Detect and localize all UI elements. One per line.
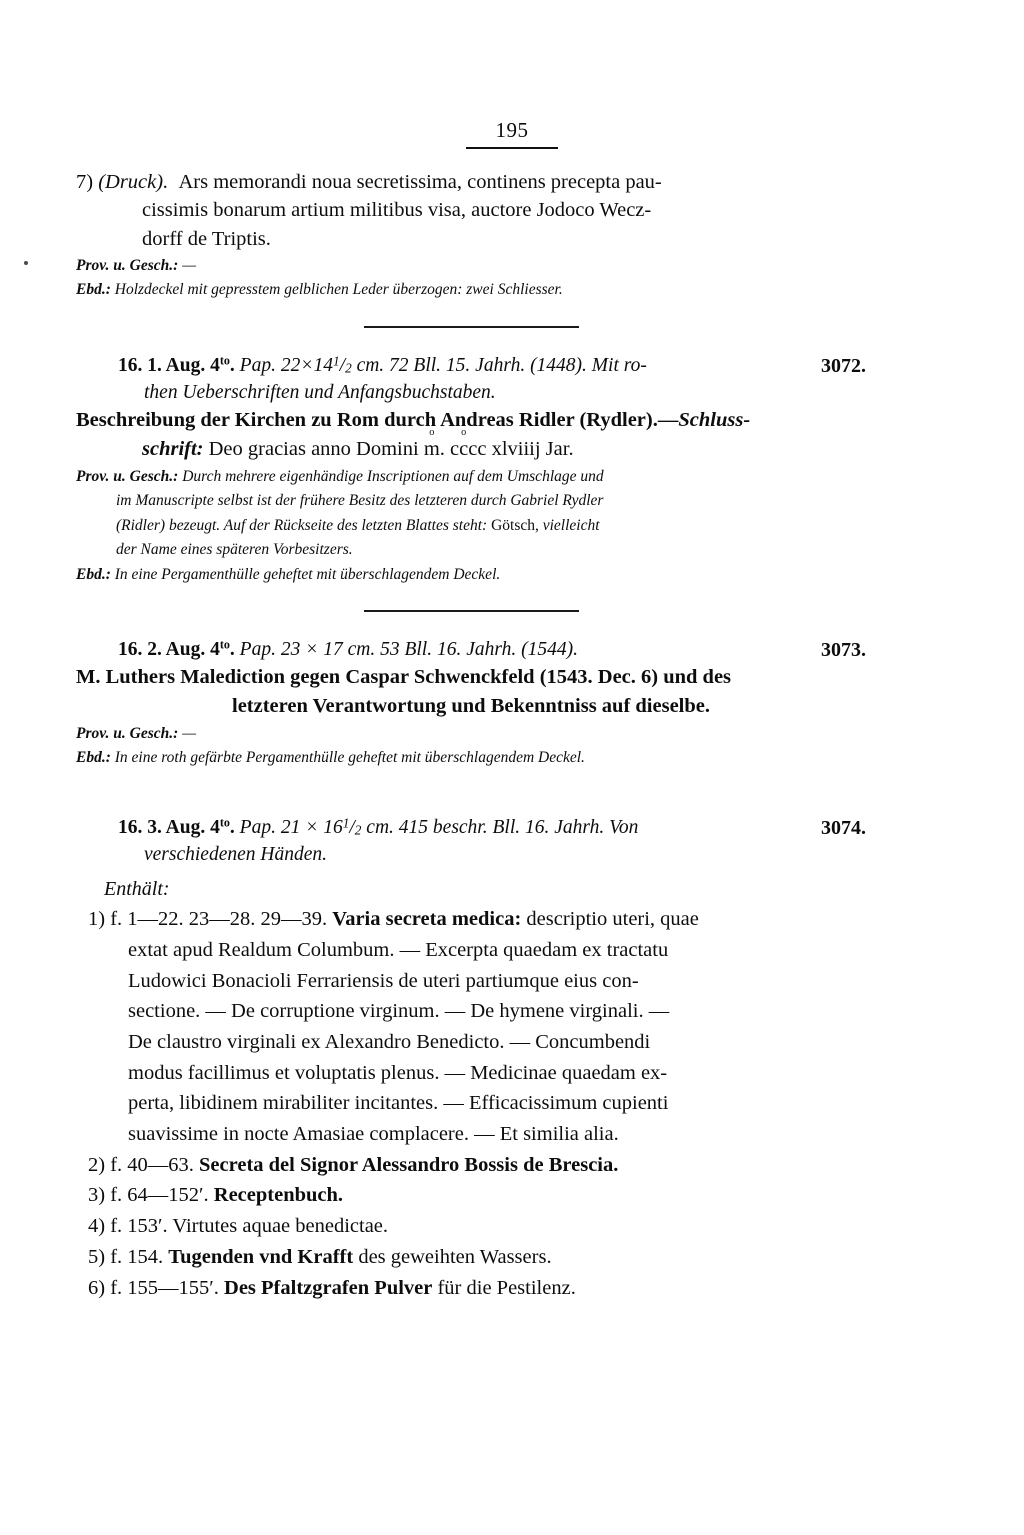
item-text-line: sectione. — De corruptione virginum. — De hymene virginali. — xyxy=(128,1000,670,1023)
provenance-line-1: Durch mehrere eigenhändige Inscriptionen auf dem Umschlage und xyxy=(182,467,604,485)
entry-3072-title-main: Beschreibung der Kirchen zu Rom durch Andreas Ridler (Rydler). xyxy=(76,409,658,432)
shelfmark-period: . xyxy=(229,816,235,838)
item-title-bold: Secreta del Signor Alessandro Bossis de Brescia. xyxy=(199,1153,619,1176)
fraction-denominator: 2 xyxy=(354,822,362,838)
fraction-denominator: 2 xyxy=(345,360,352,376)
entry-3072-signature-line xyxy=(76,352,866,379)
entry-gap xyxy=(76,770,866,814)
entry-3073-provenance xyxy=(76,723,866,745)
entry-3072-title xyxy=(76,406,866,435)
fraction-slash: / xyxy=(339,354,346,376)
provenance-line-2: im Manuscripte selbst ist der frühere Besitz des letzteren durch Gabriel Rydler xyxy=(116,492,604,510)
shelfmark-period: . xyxy=(229,354,235,376)
entry-3072-colophon-label2: schrift: xyxy=(142,438,204,461)
item-title-bold: Receptenbuch. xyxy=(213,1184,344,1207)
entry-3072-provenance-line2 xyxy=(76,490,866,512)
provenance-label: Prov. u. Gesch.: xyxy=(76,724,179,742)
item-text-line: extat apud Realdum Columbum. — Excerpta quaedam ex tractatu xyxy=(128,938,669,961)
entry-3073-binding xyxy=(76,747,866,769)
item-folio: f. 1—22. 23—28. 29—39. xyxy=(110,908,328,931)
list-item xyxy=(76,905,866,934)
physical-desc-b: 14 xyxy=(313,354,334,376)
item-marker: 5) xyxy=(88,1245,106,1268)
shelfmark: 16. 1. Aug. 4 xyxy=(118,354,220,376)
shelfmark: 16. 3. Aug. 4 xyxy=(118,816,220,838)
list-item-continuation xyxy=(76,997,866,1026)
contains-label: Enthält: xyxy=(104,878,170,901)
text-column xyxy=(76,168,866,1302)
physical-desc: Pap. 23 × 17 cm. 53 Bll. 16. Jahrh. (1544). xyxy=(239,639,578,661)
entry-druck-7-line2: cissimis bonarum artium militibus visa, auctore Jodoco Wecz- xyxy=(142,199,652,222)
quarto-superscript: to xyxy=(219,353,230,368)
entry-3074-head xyxy=(76,814,866,869)
item-title-bold: Varia secreta medica: xyxy=(332,908,522,931)
physical-desc-c: cm. 72 Bll. 15. Jahrh. (1448). Mit ro- xyxy=(356,354,647,376)
list-item xyxy=(76,1212,866,1241)
entry-druck-7-line3-wrap xyxy=(76,225,866,253)
item-text-line: modus facillimus et voluptatis plenus. — Medicinae quaedam ex- xyxy=(128,1061,668,1084)
entry-druck-7-paragraph xyxy=(76,168,866,196)
item-marker: 1) xyxy=(88,908,106,931)
list-item xyxy=(76,1181,866,1210)
quarto-superscript: to xyxy=(219,815,230,830)
provenance-name-roman: Götsch, xyxy=(491,516,539,534)
item-folio: f. 153′. xyxy=(110,1215,168,1238)
entry-3073-title-text1: M. Luthers Malediction gegen Caspar Schwenckfeld (1543. Dec. 6) und des xyxy=(76,666,732,689)
entry-divider-1 xyxy=(364,326,579,328)
quarto-superscript: to xyxy=(219,637,230,652)
entry-3074-signature-line xyxy=(76,814,866,841)
page-number: 195 xyxy=(495,118,529,142)
catalog-number-3072: 3072. xyxy=(821,354,866,377)
contents-list xyxy=(76,905,866,1302)
scan-artifact-speck xyxy=(24,261,28,265)
binding-text: In eine Pergamenthülle geheftet mit überschlagendem Deckel. xyxy=(114,565,501,583)
item-marker: 2) xyxy=(88,1153,106,1176)
physical-desc-line2: verschiedenen Händen. xyxy=(144,844,328,865)
list-item xyxy=(76,1151,866,1180)
entry-3072-title-dash: — xyxy=(657,409,679,432)
item-folio: f. 40—63. xyxy=(110,1153,194,1176)
shelfmark: 16. 2. Aug. 4 xyxy=(118,639,220,661)
item-folio: f. 155—155′. xyxy=(110,1276,219,1299)
physical-desc-line2: then Ueberschriften und Anfangsbuchstaben. xyxy=(144,382,496,404)
entry-3073-title-line2 xyxy=(76,692,866,721)
times-sign: × xyxy=(300,354,314,376)
shelfmark-period: . xyxy=(229,639,235,661)
item-text-line: De claustro virginali ex Alexandro Benedicto. — Concumbendi xyxy=(128,1031,651,1054)
entry-3073-signature-line xyxy=(76,636,866,663)
binding-label: Ebd.: xyxy=(76,749,111,767)
item-text-line: suavissime in nocte Amasiae complacere. — Et similia alia. xyxy=(128,1123,619,1146)
item-text-line: perta, libidinem mirabiliter incitantes. — Efficacissimum cupienti xyxy=(128,1092,669,1115)
entry-3073-head xyxy=(76,636,866,663)
fraction-slash: / xyxy=(349,816,355,838)
provenance-label: Prov. u. Gesch.: xyxy=(76,256,179,274)
physical-desc-a: Pap. 21 × 16 xyxy=(239,816,343,838)
m-with-ring-abbrev: m o xyxy=(424,435,440,464)
item-text: des geweihten Wassers. xyxy=(358,1245,552,1268)
item-marker: 6) xyxy=(88,1276,106,1299)
list-item-continuation xyxy=(76,1059,866,1088)
list-item-continuation xyxy=(76,967,866,996)
page-header xyxy=(0,120,1024,149)
item-folio: f. 154. xyxy=(110,1245,164,1268)
provenance-line-4: der Name eines späteren Vorbesitzers. xyxy=(116,541,353,559)
entry-3072-provenance xyxy=(76,466,866,488)
item-title-bold: Tugenden vnd Krafft xyxy=(168,1245,354,1268)
catalog-number-3074: 3074. xyxy=(821,816,866,839)
physical-desc-a: Pap. 22 xyxy=(239,354,301,376)
list-item-continuation xyxy=(76,1089,866,1118)
list-item xyxy=(76,1274,866,1303)
provenance-line-3: (Ridler) bezeugt. Auf der Rückseite des letzten Blattes steht: xyxy=(116,516,492,534)
entry-divider-2 xyxy=(364,610,579,612)
entry-3072-colophon-label: Schluss- xyxy=(678,409,751,432)
item-text-line: Ludowici Bonacioli Ferrariensis de uteri partiumque eius con- xyxy=(128,969,639,992)
item-text: descriptio uteri, quae xyxy=(526,908,699,931)
druck-label: (Druck). xyxy=(98,171,169,193)
fraction-numerator: 1 xyxy=(342,815,350,831)
binding-text: Holzdeckel mit gepresstem gelblichen Leder überzogen: zwei Schliesser. xyxy=(114,281,563,299)
entry-3072-colophon-text: Deo gracias anno Domini xyxy=(208,438,424,461)
entry-3072-binding xyxy=(76,564,866,586)
entry-3072-provenance-line3 xyxy=(76,515,866,537)
item-title-bold: Des Pfaltzgrafen Pulver xyxy=(224,1276,433,1299)
binding-text: In eine roth gefärbte Pergamenthülle geheftet mit überschlagendem Deckel. xyxy=(114,749,585,767)
entry-3074-signature-line2 xyxy=(76,841,866,868)
entry-3072-provenance-line4 xyxy=(76,539,866,561)
entry-druck-7-line2-wrap xyxy=(76,196,866,224)
page-number-rule xyxy=(466,147,558,149)
entry-3072-signature-line2 xyxy=(76,379,866,406)
list-item-continuation xyxy=(76,1028,866,1057)
entry-druck-7-line3: dorff de Triptis. xyxy=(142,227,271,250)
item-marker: 3) xyxy=(88,1184,106,1207)
entry-3073-title-text2: letzteren Verantwortung und Bekenntniss auf dieselbe. xyxy=(232,695,710,718)
entry-3072-colophon-tail: cc xlviiij Jar. xyxy=(468,438,574,461)
item-text: für die Pestilenz. xyxy=(437,1276,576,1299)
binding-label: Ebd.: xyxy=(76,565,111,583)
entry-3072-head xyxy=(76,352,866,407)
entry-3072-colophon-mid: . c xyxy=(439,438,460,461)
binding-label: Ebd.: xyxy=(76,281,111,299)
catalog-number-3073: 3073. xyxy=(821,639,866,662)
item-marker: 7) xyxy=(76,171,94,193)
entry-druck-7-binding xyxy=(76,279,866,301)
c-with-ring-abbrev: c o xyxy=(459,435,468,464)
item-text: Virtutes aquae benedictae. xyxy=(172,1215,389,1238)
provenance-text: — xyxy=(182,724,196,742)
list-item-continuation xyxy=(76,936,866,965)
fraction-numerator: 1 xyxy=(333,353,340,369)
list-item xyxy=(76,1243,866,1272)
entry-druck-7-line1: Ars memorandi noua secretissima, continens precepta pau- xyxy=(178,171,662,193)
entry-druck-7 xyxy=(76,168,866,253)
entry-3072-colophon xyxy=(76,435,866,464)
entry-druck-7-provenance xyxy=(76,255,866,277)
provenance-text: — xyxy=(182,256,196,274)
item-marker: 4) xyxy=(88,1215,106,1238)
physical-desc-b: cm. 415 beschr. Bll. 16. Jahrh. Von xyxy=(366,816,639,838)
provenance-line-3-tail: vielleicht xyxy=(538,516,600,534)
list-item-continuation xyxy=(76,1120,866,1149)
entry-3073-title-line1 xyxy=(76,663,866,692)
item-folio: f. 64—152′. xyxy=(110,1184,209,1207)
provenance-label: Prov. u. Gesch.: xyxy=(76,467,179,485)
